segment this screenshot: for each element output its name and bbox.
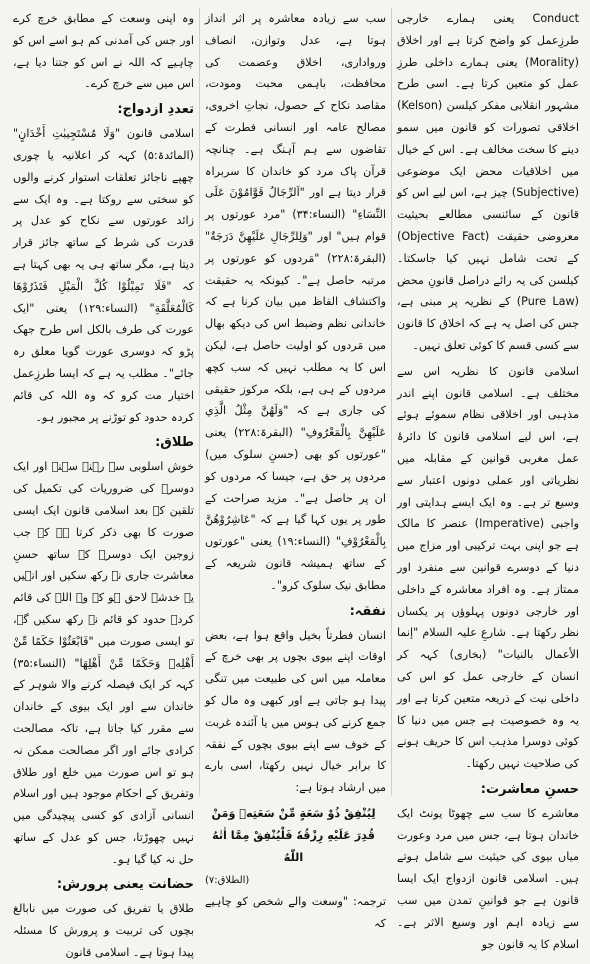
paragraph-islamic-law-view: اسلامی قانون کا نظریہ اس سے مختلف ہے۔ اسلامی قانون اپنے اندر مذہبی اور اخلاقی نظام سموئے ہوئے ہے، اس لیے اسلامی قانون کا دائرۂ عمل مغربی قوانین کے مقابلہ میں نظریاتی اور عملی دونوں اعتبار سے وسیع تر ہے۔ وہ ایک ایسے ہدایتی اور واجبی (Imperative) عنصر کا مالک ہے جو اپنی بہت ترکیبی اور مزاج میں دنیا کے دوسرے قوانین سے منفرد اور ممتاز ہے۔ وہ افراد معاشرہ کے داخلی اور خارجی دونوں پہلوؤں پر یکساں نظر رکھتا ہے۔ شارعِ علیہ السلام "إنما الأعمال بالنيات" (بخاری) کہہ کر انسان کے خارجی عمل کو اس کی داخلی نیت کے ذریعہ متعین کرتا ہے اور یہ وہ خصوصیت ہے جس میں دنیا کا کوئی دوسرا مذہب اس کا حریف ہونے کی صلاحیت نہیں رکھتا۔: [397, 364, 579, 771]
paragraph-conduct-morality: Conduct یعنی ہمارے خارجی طرزِعمل کو واضح کرتا ہے اور اخلاق (Morality) یعنی ہمارے داخلی طرزِ عمل کو متعین کرتا ہے۔ اسی طرح مشہور انقلابی مفکر کیلسن (Kelson) اخلاقی تصورات کو قانون میں سمو دینے کا سخت مخالف ہے۔ اس کے خیال میں اخلاقیات محض ایک موضوعی (Subjective) چیز ہے، اس لیے اس کو قانون کے سائنسی مطالعے بحیثیت معروضی حقیقت (Objective Fact) کے تحت شامل نہیں کیا جاسکتا۔ کیلسن کی یہ رائے دراصل قانونِ محض (Pure Law) کے نظریہ پر مبنی ہے، جس کی اصل یہ ہے کہ اخلاق کا قانون سے کسی قسم کا کوئی تعلق نہیں۔: [397, 12, 579, 352]
column-middle: [200, 8, 392, 930]
paragraph-polygamy: اسلامی قانون "وَلَا مُسْتَجِيبٰتِ أَخْدَانٍ" (المائدۃ:۵) کہہ کر اعلانیہ یا چوری چھپے ناجائز تعلقات استوار کرنے والوں کو سختی سے روکتا ہے۔ وہ ایک سے زائد عورتوں سے نکاح کو عدل پر قدرت کی شرط کے ساتھ جائز قرار دیتا ہے، مگر ساتھ ہی یہ بھی کہتا ہے کہ "فَلَا تَمِيْلُوْا كُلَّ الْمَيْلِ فَتَذَرُوْهَا كَالْمُعَلَّقَةِ" (النساء:۱۲۹) یعنی "ایک عورت کی طرف بالکل اس طرح جھک پڑو کہ دوسری عورت گویا معلق رہ جائے"۔ مطلب یہ ہے کہ ایسا طرزِعمل اختیار مت کرو کہ وہ اللہ کی قائم کردہ حدود کو توڑنے پر مجبور ہو۔: [13, 127, 194, 424]
paragraph-spending-means: وہ اپنی وسعت کے مطابق خرچ کرے اور جس کی آمدنی کم ہو اسے اس کو چاہیے کہ اللہ نے اس کو جتنا دیا ہے، اس میں سے خرچ کرے۔: [13, 12, 194, 91]
column-left: [8, 8, 200, 960]
heading-talaq: طلاق:: [155, 435, 194, 451]
paragraph-social-impact: سب سے زیادہ معاشرہ پر اثر انداز ہوتا ہے، عدل وتوازن، انصاف ورواداری، اخلاق وعصمت کی محافظت، باہمی محبت ومودت، مقاصد نکاح کے حصول، نجاتِ اخروی، مصالح عامہ اور انسانی فطرت کے تقاضوں سے ہم آہنگ ہے۔ چنانچہ قرآن پاک مرد کو خاندان کا سربراہ قرار دیتا ہے اور "اَلرِّجَالُ قَوَّامُوْنَ عَلَى النِّسَاءِ" (النساء:۳۴) "مرد عورتوں پر قوام ہیں" اور "وَلِلرِّجَالِ عَلَيْهِنَّ دَرَجَةٌ" (البقرۃ:۲۲۸) "مَردوں کو عورتوں پر مرتبہ حاصل ہے"۔ کیونکہ یہ حقیقت واکتشاف الفاظ میں بیان کرنا ہے کہ خاندانی نظم وضبط اس کی دیکھ بھال میں مَردوں کو اولیت حاصل ہے، لیکن اس کا یہ مطلب نہیں کہ سب کچھ مردوں کے ہی ہے، بلکہ مرکوز حقیقی کی جاری ہے کہ "وَلَهُنَّ مِثْلُ الَّذِي عَلَيْهِنَّ بِالْمَعْرُوفِ" (البقرۃ:۲۲۸) یعنی "عورتوں کو بھی (حسنِ سلوک میں) مردوں پر حق ہے، جیسا کہ مردوں کو ان پر حاصل ہے"۔ مزید صراحت کے طور پر یوں کہا گیا ہے کہ "عَاشِرُوْهُنَّ بِالْمَعْرُوْفِ" (النساء:۱۹) یعنی "عورتوں کے ساتھ ہمیشہ قانون شریعہ کے مطابق نیک سلوک کرو"۔: [205, 12, 386, 592]
heading-husn-e-muashrat: حسنِ معاشرت:: [480, 781, 579, 797]
heading-nafqa: نفقہ:: [349, 603, 386, 619]
paragraph-translation: ترجمہ: "وسعت والے شخص کو چاہیے کہ: [205, 894, 386, 930]
heading-hizanat: حضانت یعنی پرورش:: [56, 877, 194, 893]
paragraph-custody: طلاق یا تفریق کی صورت میں نابالغ بچوں کی تربیت و پرورش کا مسئلہ پیدا ہوتا ہے۔ اسلامی قانون: [13, 902, 194, 960]
paragraph-human-nature: انسان فطرتاً بخیل واقع ہوا ہے، بعض اوقات اپنے بیوی بچوں پر بھی خرچ کے معاملہ میں اس کی طبیعت میں تنگی پیدا ہو جاتی ہے اور کبھی وہ مال کو جمع کرنے کی ہوس میں یا آئندہ غربت کے خوف سے اپنے بیوی بچوں کے نفقہ کا برابر خیال نہیں رکھتا، اسی بارے میں ارشاد ہوتا ہے:: [205, 628, 386, 795]
quran-verse-talaq: لِيُنْفِقْ ذُوْ سَعَةٍ مِّنْ سَعَتِهٖ وَمَنْ قُدِرَ عَلَيْهِ رِزْقُهٗ فَلْيُنْفِقْ مِمَّا اٰتٰهُ اللّٰهُ: [211, 806, 376, 864]
heading-taddud-e-azdawaj: تعددِ ازدواج:: [117, 102, 194, 118]
paragraph-family-unit: معاشرے کا سب سے چھوٹا یونٹ ایک خاندان ہوتا ہے، جس میں مرد وعورت میاں بیوی کی حیثیت سے شامل ہوتے ہیں۔ اسلامی قانون ازدواج ایک ایسا قانون ہے جو قوانینِ تمدن میں سب سے زیادہ اہم اور وسیع الاثر ہے۔ اسلام کا یہ قانون جو: [397, 806, 579, 951]
column-right: [392, 8, 584, 951]
verse-reference: (الطلاق:۷): [205, 874, 250, 886]
paragraph-divorce: خوش اسلوبی سے رہنے سہنے اور ایک دوسرے کی ضروریات کی تکمیل کی تلقین کے بعد اسلامی قانون ایک ایسی صورت کا بھی ذکر کرتا ہے کہ جب زوجین ایک دوسرے کے ساتھ حسنِ معاشرت جاری نہ رکھ سکیں اور انہیں یہ خدشہ لاحق ہو کہ وہ اللہ کی قائم کردہ حدود کو قائم نہ رکھ سکیں گے، تو ایسی صورت میں "فَابْعَثُوْا حَكَمًا مِّنْ أَهْلِهٖ وَحَكَمًا مِّنْ أَهْلِهَا" (النساء:۳۵) کہہ کر ایک فیصلہ کرنے والا شوہر کے خاندان سے اور ایک بیوی کے خاندان سے مقرر کیا جاتا ہے، تاکہ مصالحت کرادی جائے اور اگر مصالحت ممکن نہ ہو تو اس صورت میں خلع اور طلاق وتفریق کے احکام موجود ہیں اور اسلام انسانی آزادی کو کسی پیچیدگی میں نہیں چھوڑتا، جس کو عدل کے ساتھ حل نہ کیا گیا ہو۔: [13, 460, 194, 866]
